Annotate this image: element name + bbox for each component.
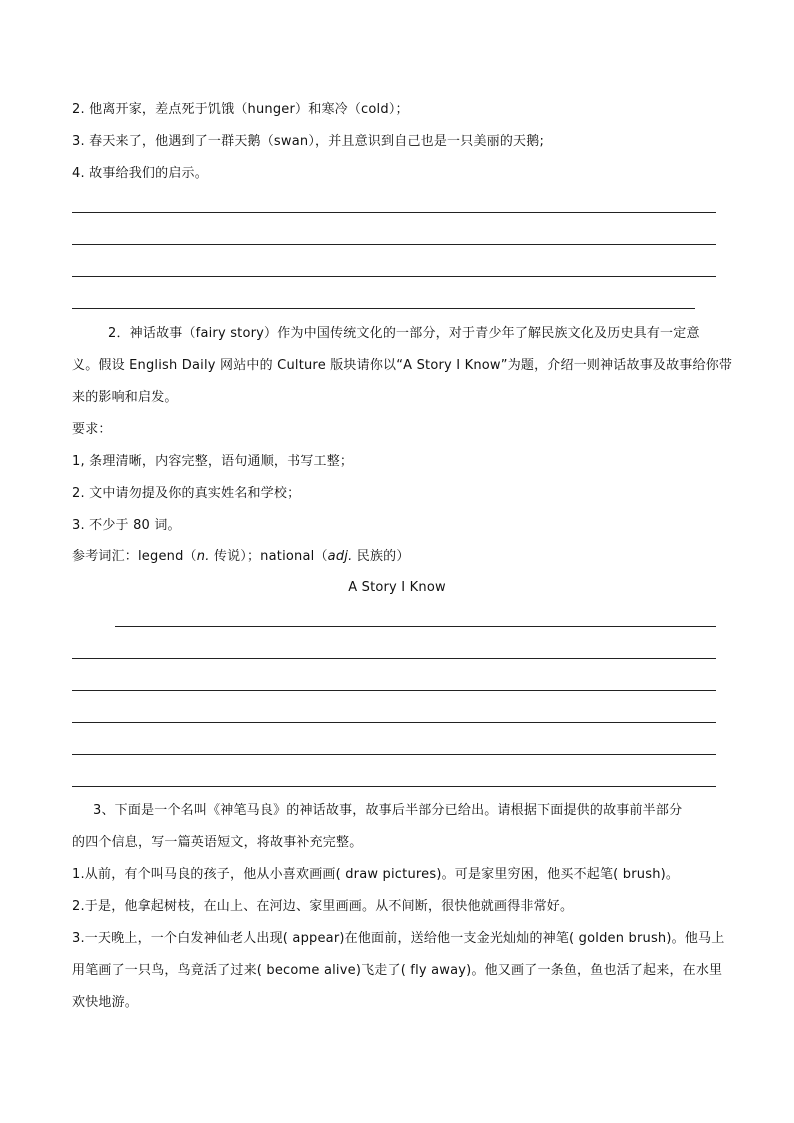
task2-paragraph-line1: 2．神话故事（fairy story）作为中国传统文化的一部分，对于青少年了解民族文化及历史具有一定意: [108, 326, 700, 341]
story-point-4: 4. 故事给我们的启示。: [72, 166, 208, 181]
task3-point-1: 1.从前，有个叫马良的孩子，他从小喜欢画画( draw pictures)。可是家里穷困，他买不起笔( brush)。: [72, 867, 680, 882]
answer-line: [72, 308, 695, 309]
answer-line: [72, 754, 716, 755]
answer-line: [72, 786, 716, 787]
story-point-3: 3. 春天来了，他遇到了一群天鹅（swan），并且意识到自己也是一只美丽的天鹅;: [72, 134, 545, 149]
task2-paragraph-line2: 义。假设 English Daily 网站中的 Culture 版块请你以“A Story I Know”为题，介绍一则神话故事及故事给你带: [72, 358, 733, 373]
requirements-heading: 要求：: [72, 422, 112, 437]
task3-point-3-line2: 用笔画了一只鸟，鸟竟活了过来( become alive)飞走了( fly away)。他又画了一条鱼，鱼也活了起来，在水里: [72, 963, 723, 978]
answer-line: [72, 212, 716, 213]
essay-title: A Story I Know: [348, 580, 446, 595]
requirement-1: 1, 条理清晰，内容完整，语句通顺，书写工整；: [72, 454, 354, 469]
answer-line: [72, 276, 716, 277]
answer-line: [72, 658, 716, 659]
answer-line: [72, 722, 716, 723]
answer-line: [115, 626, 716, 627]
requirement-2: 2. 文中请勿提及你的真实姓名和学校；: [72, 486, 301, 501]
answer-line: [72, 244, 716, 245]
requirement-3: 3. 不少于 80 词。: [72, 518, 181, 533]
task3-intro-line2: 的四个信息，写一篇英语短文，将故事补充完整。: [72, 835, 363, 850]
task3-point-2: 2.于是，他拿起树枝，在山上、在河边、家里画画。从不间断，很快他就画得非常好。: [72, 899, 574, 914]
task2-paragraph-line3: 来的影响和启发。: [72, 390, 178, 405]
task3-point-3-line3: 欢快地游。: [72, 995, 139, 1010]
answer-line: [72, 690, 716, 691]
task3-point-3-line1: 3.一天晚上，一个白发神仙老人出现( appear)在他面前，送给他一支金光灿灿的神笔( golden brush)。他马上: [72, 931, 725, 946]
task3-intro-line1: 3、下面是一个名叫《神笔马良》的神话故事，故事后半部分已给出。请根据下面提供的故事前半部分: [93, 803, 683, 818]
story-point-2: 2. 他离开家，差点死于饥饿（hunger）和寒冷（cold）；: [72, 102, 409, 117]
reference-vocabulary: 参考词汇：legend（n. 传说）；national（adj. 民族的）: [72, 549, 410, 564]
